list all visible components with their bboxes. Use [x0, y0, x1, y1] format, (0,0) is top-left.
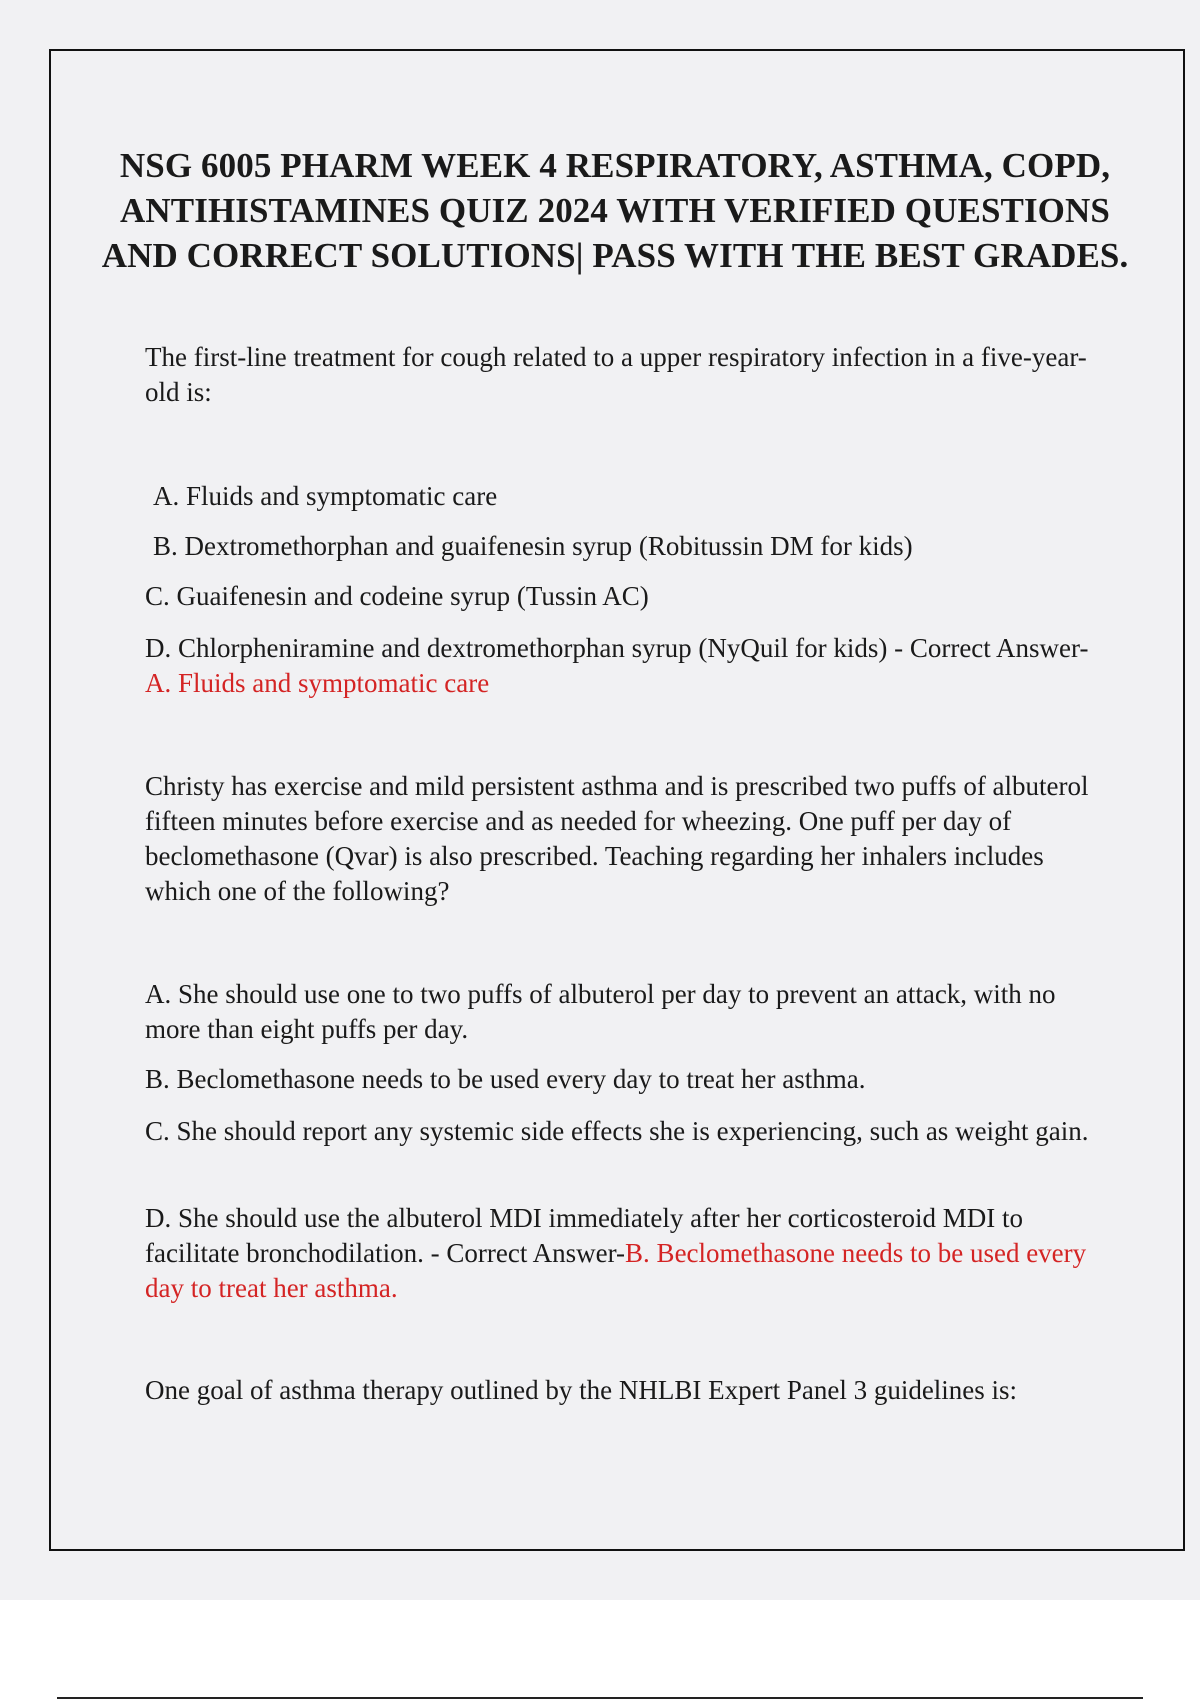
question-3-text: One goal of asthma therapy outlined by the NHLBI Expert Panel 3 guidelines is:	[145, 1375, 1018, 1405]
question-1-option-c: C. Guaifenesin and codeine syrup (Tussin AC)	[145, 581, 649, 611]
question-1-option-d	[145, 631, 1090, 701]
question-1-correct-answer: A. Fluids and symptomatic care	[145, 668, 490, 698]
question-2-option-d	[145, 1201, 1090, 1306]
question-1-option-b: B. Dextromethorphan and guaifenesin syrup (Robitussin DM for kids)	[153, 531, 913, 561]
question-2-text: Christy has exercise and mild persistent asthma and is prescribed two puffs of albuterol fifteen minutes before exercise and as needed for wheezing. One puff per day of beclomethasone (Qvar) is also prescribed. Teaching regarding her inhalers includes which one of the following?	[145, 771, 1089, 906]
question-2-correct-answer: B. Beclomethasone needs to be used every day to treat her asthma.	[145, 1238, 1087, 1303]
question-2-option-d-text: D. She should use the albuterol MDI immediately after her corticosteroid MDI to facilitate bronchodilation. - Correct Answer-	[145, 1203, 1024, 1268]
question-1-option-d-text: D. Chlorpheniramine and dextromethorphan syrup (NyQuil for kids) - Correct Answer-	[145, 633, 1089, 663]
next-page-divider	[57, 1697, 1143, 1699]
question-2-option-c: C. She should report any systemic side effects she is experiencing, such as weight gain.	[145, 1116, 1089, 1146]
question-2-option-a: A. She should use one to two puffs of albuterol per day to prevent an attack, with no more than eight puffs per day.	[145, 979, 1056, 1044]
question-2-option-b: B. Beclomethasone needs to be used every day to treat her asthma.	[145, 1064, 866, 1094]
document-title: NSG 6005 PHARM WEEK 4 RESPIRATORY, ASTHMA, COPD, ANTIHISTAMINES QUIZ 2024 WITH VERIFIED QUESTIONS AND CORRECT SOLUTIONS| PASS WITH THE BEST GRADES.	[101, 146, 1129, 275]
question-1-text: The first-line treatment for cough related to a upper respiratory infection in a five-year-old is:	[145, 342, 1087, 407]
question-1-option-a: A. Fluids and symptomatic care	[153, 481, 498, 511]
